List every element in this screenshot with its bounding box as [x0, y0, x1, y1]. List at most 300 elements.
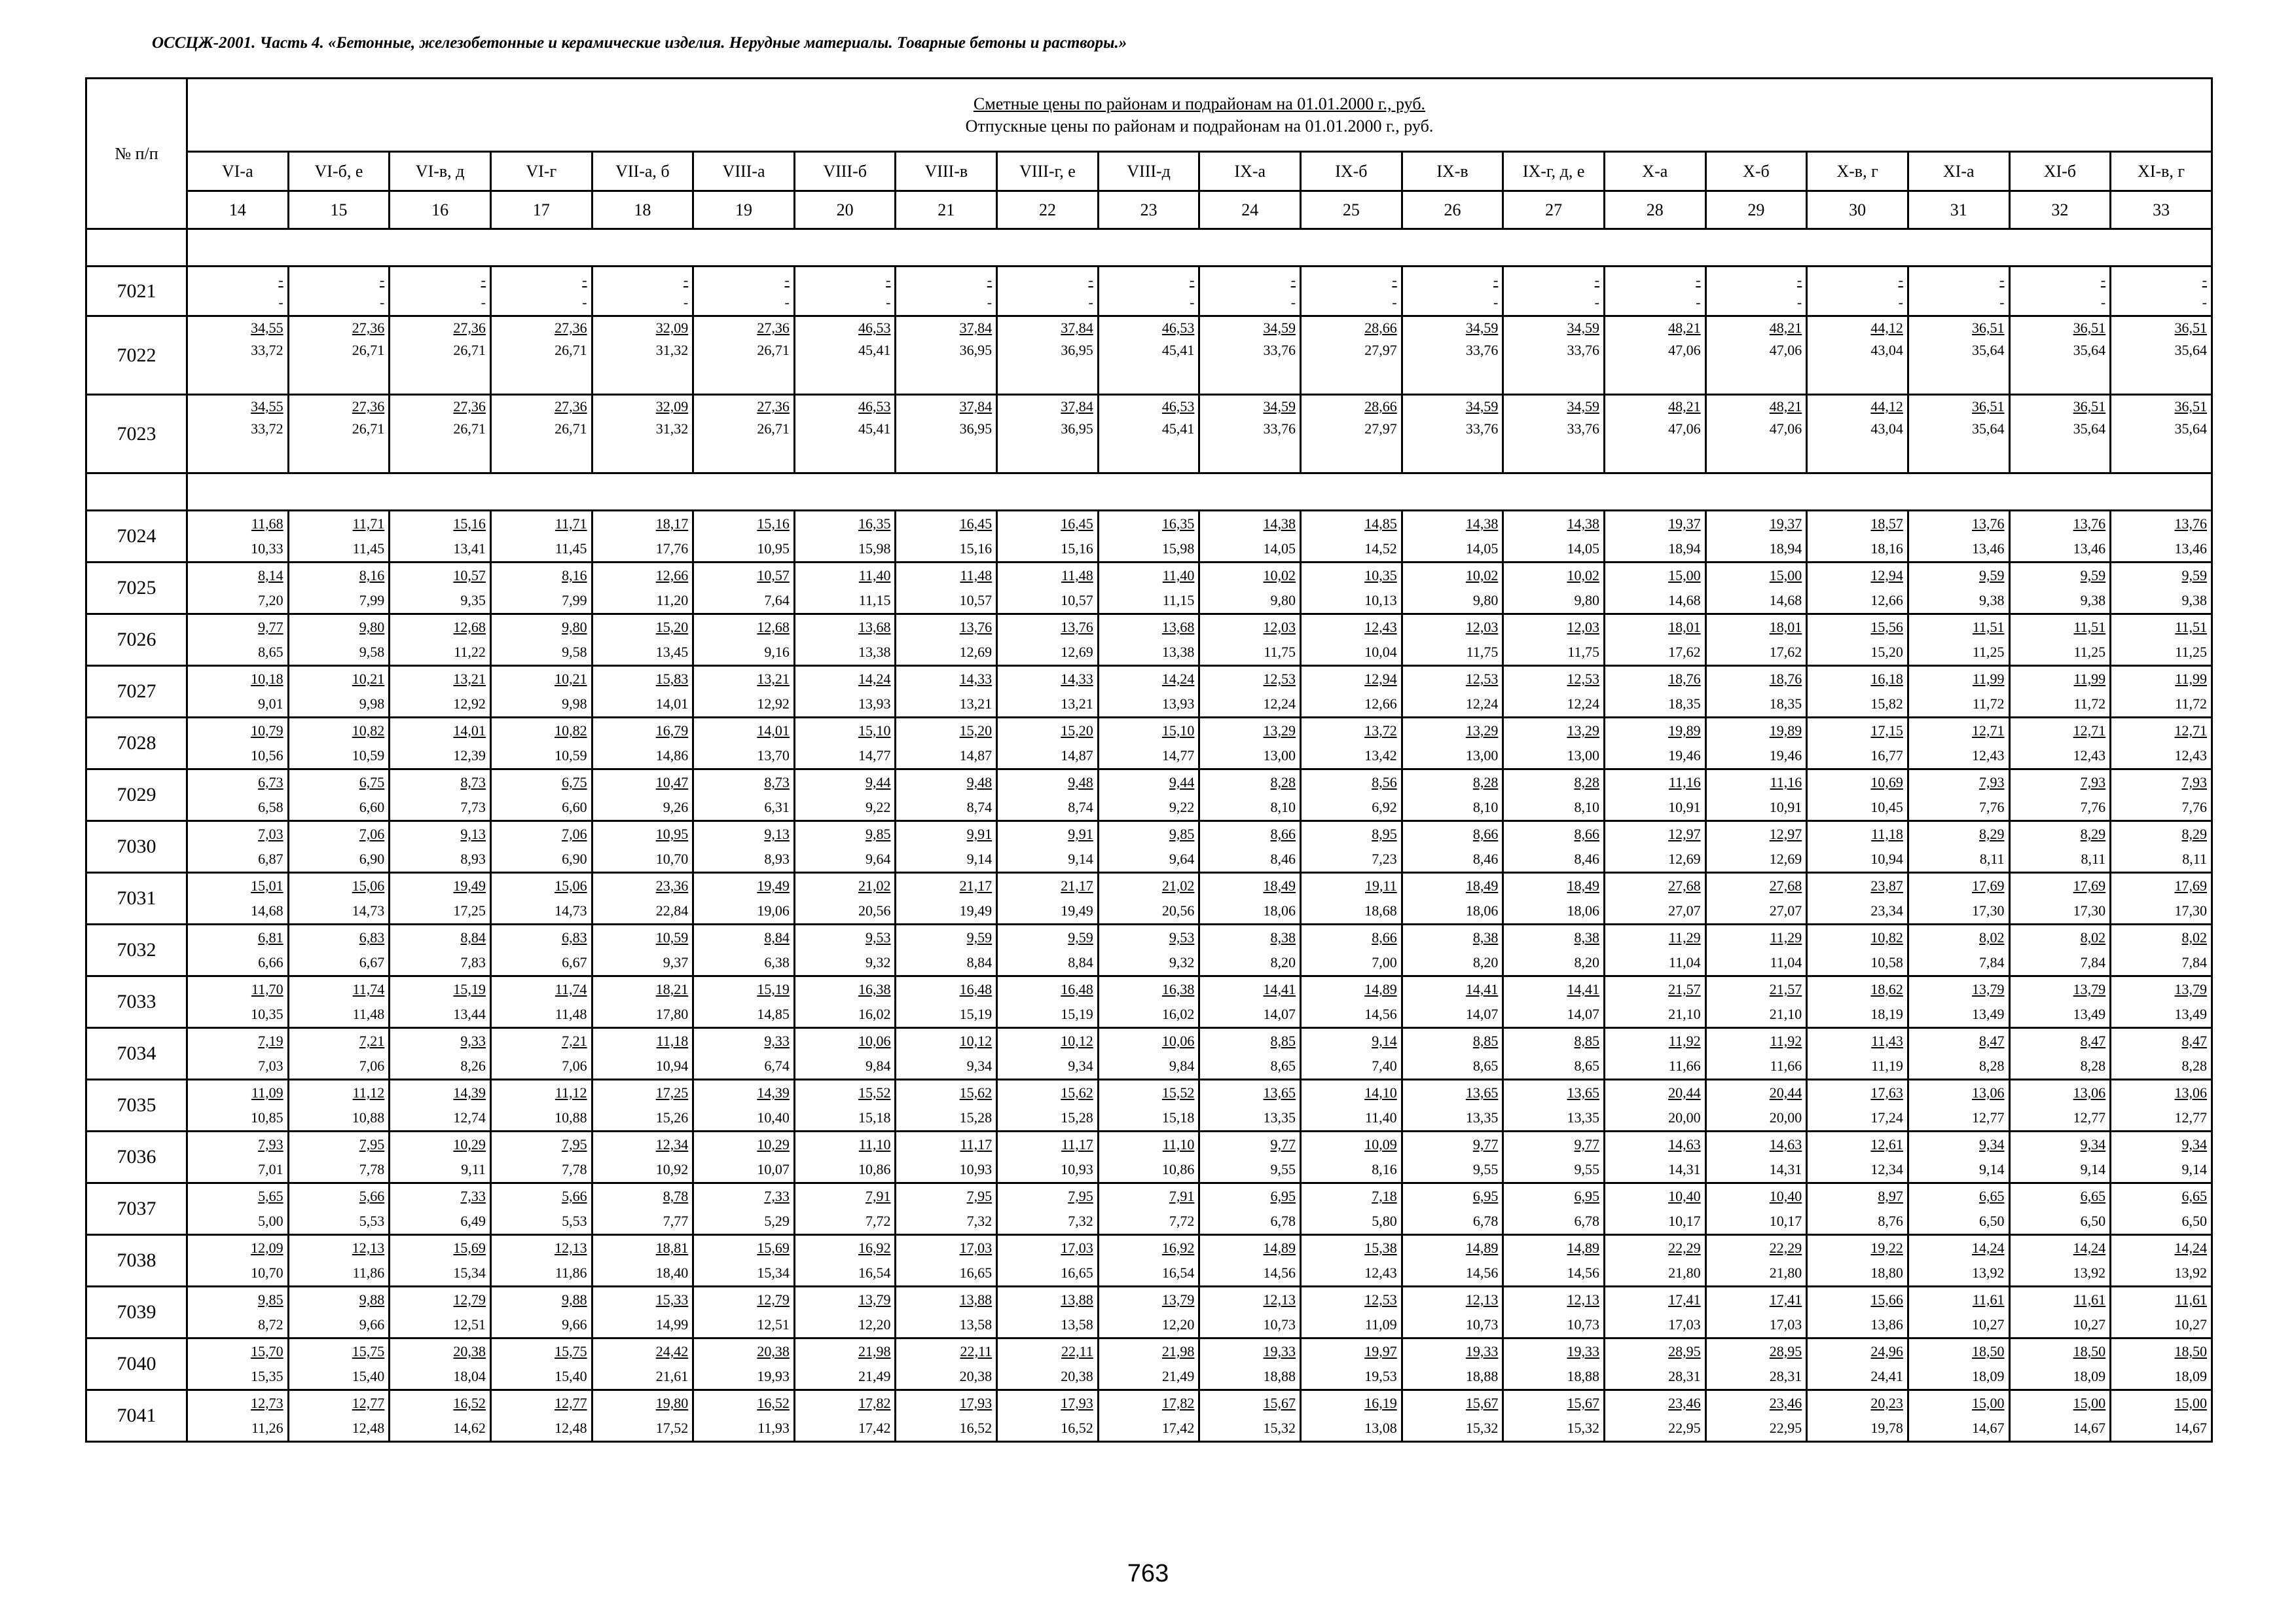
estimated-price: 46,53	[858, 320, 891, 336]
estimated-price: 14,33	[959, 671, 993, 687]
selling-price: 7,83	[460, 954, 486, 970]
selling-price: 5,80	[1372, 1213, 1397, 1229]
price-cell	[1807, 1183, 1908, 1235]
selling-price: 14,99	[655, 1316, 689, 1333]
table-row	[86, 395, 2212, 473]
selling-price: 12,43	[2174, 747, 2207, 764]
price-cell	[1705, 1028, 1807, 1080]
price-cell	[1402, 976, 1503, 1028]
selling-price: 7,06	[562, 1058, 587, 1074]
price-cell	[490, 1338, 592, 1390]
selling-price: 7,03	[258, 1058, 283, 1074]
price-cell	[490, 1235, 592, 1287]
estimated-price: 23,87	[1870, 877, 1903, 894]
selling-price: 8,28	[2181, 1058, 2207, 1074]
price-cell	[1199, 1183, 1301, 1235]
price-cell	[592, 1287, 693, 1338]
estimated-price: 19,49	[757, 877, 790, 894]
row-code: 7035	[86, 1080, 187, 1132]
selling-price: 13,93	[1161, 695, 1195, 712]
column-number: 18	[592, 191, 693, 229]
selling-price: 7,76	[2080, 799, 2106, 815]
price-cell	[592, 614, 693, 666]
estimated-price: 10,12	[1061, 1033, 1093, 1049]
price-table	[85, 77, 2213, 1443]
estimated-price: 10,21	[555, 671, 587, 687]
price-cell	[1705, 769, 1807, 821]
price-cell	[1301, 395, 1402, 473]
selling-price: 8,93	[764, 851, 790, 867]
estimated-price: -	[1290, 271, 1296, 288]
estimated-price: 14,24	[858, 671, 891, 687]
selling-price: 18,40	[655, 1264, 689, 1281]
selling-price: 9,84	[1169, 1058, 1195, 1074]
estimated-price: 14,24	[1161, 671, 1195, 687]
selling-price: 10,70	[251, 1264, 283, 1281]
selling-price: 17,80	[655, 1006, 689, 1022]
selling-price: 8,76	[1878, 1213, 1903, 1229]
price-cell	[187, 821, 289, 873]
estimated-price: 34,59	[1465, 320, 1499, 336]
estimated-price: 21,17	[1061, 877, 1093, 894]
row-code: 7031	[86, 873, 187, 925]
estimated-price: 7,95	[359, 1136, 385, 1153]
selling-price: 14,68	[1769, 592, 1802, 608]
selling-price: 11,40	[1365, 1109, 1397, 1126]
column-number: 30	[1807, 191, 1908, 229]
selling-price: 9,84	[865, 1058, 891, 1074]
selling-price: 6,31	[764, 799, 790, 815]
selling-price: 21,61	[655, 1368, 689, 1384]
price-cell	[1402, 267, 1503, 316]
estimated-price: 12,13	[1263, 1291, 1296, 1308]
price-cell	[1908, 976, 2009, 1028]
price-cell	[1199, 395, 1301, 473]
selling-price: 10,93	[1061, 1161, 1093, 1177]
estimated-price: 9,59	[966, 929, 993, 946]
selling-price: 12,69	[1769, 851, 1802, 867]
price-cell	[1807, 821, 1908, 873]
price-cell	[1098, 1183, 1199, 1235]
estimated-price: 36,51	[1972, 320, 2005, 336]
estimated-price: 36,51	[2073, 320, 2106, 336]
estimated-price: 8,38	[1472, 929, 1499, 946]
estimated-price: 13,76	[959, 619, 993, 635]
estimated-price: 14,39	[453, 1084, 486, 1101]
selling-price: 10,04	[1364, 644, 1397, 660]
price-cell	[1807, 1390, 1908, 1442]
price-cell	[997, 1338, 1099, 1390]
selling-price: 22,84	[655, 902, 689, 919]
price-cell	[997, 769, 1099, 821]
price-cell	[1098, 666, 1199, 718]
selling-price: 20,56	[1161, 902, 1195, 919]
estimated-price: 8,85	[1270, 1033, 1296, 1049]
column-number: 19	[693, 191, 795, 229]
selling-price: 9,55	[1574, 1161, 1599, 1177]
estimated-price: 10,18	[251, 671, 283, 687]
selling-price: 7,00	[1372, 954, 1397, 970]
selling-price: 11,86	[352, 1264, 385, 1281]
price-cell	[693, 1338, 795, 1390]
selling-price: -	[683, 293, 689, 310]
estimated-price: 12,79	[757, 1291, 790, 1308]
estimated-price: 27,36	[352, 398, 385, 415]
price-cell	[2009, 1183, 2111, 1235]
estimated-price: 28,66	[1364, 320, 1397, 336]
selling-price: 10,94	[1870, 851, 1903, 867]
estimated-price: 9,77	[1574, 1136, 1599, 1153]
selling-price: 12,43	[2073, 747, 2106, 764]
selling-price: 18,88	[1465, 1368, 1499, 1384]
estimated-price: 16,79	[655, 722, 689, 739]
estimated-price: 19,37	[1769, 515, 1802, 532]
price-cell	[1604, 1132, 1705, 1183]
price-cell	[187, 1028, 289, 1080]
selling-price: 17,62	[1668, 644, 1701, 660]
selling-price: 35,64	[1972, 420, 2005, 437]
selling-price: 12,77	[1972, 1109, 2005, 1126]
estimated-price: 17,69	[2174, 877, 2207, 894]
selling-price: 9,14	[1068, 851, 1093, 867]
price-cell	[693, 395, 795, 473]
selling-price: 7,99	[359, 592, 385, 608]
selling-price: 27,97	[1364, 342, 1397, 358]
selling-price: 14,77	[1161, 747, 1195, 764]
price-cell	[490, 614, 592, 666]
price-cell	[693, 718, 795, 769]
estimated-price: 10,06	[858, 1033, 891, 1049]
selling-price: 11,25	[2073, 644, 2106, 660]
price-cell	[1705, 511, 1807, 563]
estimated-price: 37,84	[959, 320, 993, 336]
estimated-price: 11,99	[2073, 671, 2106, 687]
estimated-price: 21,02	[1161, 877, 1195, 894]
selling-price: 9,58	[562, 644, 587, 660]
region-header: VIII-б	[794, 152, 896, 191]
estimated-price: 16,45	[959, 515, 993, 532]
estimated-price: 8,38	[1574, 929, 1599, 946]
price-cell	[2111, 1028, 2212, 1080]
estimated-price: -	[2100, 271, 2106, 288]
estimated-price: 9,80	[359, 619, 385, 635]
selling-price: 11,48	[555, 1006, 587, 1022]
selling-price: 33,72	[251, 420, 283, 437]
selling-price: 13,70	[757, 747, 790, 764]
price-cell	[592, 267, 693, 316]
price-cell	[2009, 395, 2111, 473]
price-cell	[794, 1338, 896, 1390]
price-cell	[1503, 976, 1605, 1028]
price-cell	[2111, 316, 2212, 395]
price-cell	[1604, 1235, 1705, 1287]
estimated-price: 9,13	[460, 826, 486, 842]
estimated-price: 15,20	[1061, 722, 1093, 739]
estimated-price: 21,57	[1769, 981, 1802, 997]
selling-price: 15,32	[1567, 1420, 1599, 1436]
selling-price: 23,34	[1870, 902, 1903, 919]
estimated-price: 11,61	[2073, 1291, 2106, 1308]
price-cell	[390, 1183, 491, 1235]
estimated-price: 15,00	[1972, 1395, 2005, 1411]
selling-price: 14,07	[1263, 1006, 1296, 1022]
selling-price: 7,77	[663, 1213, 689, 1229]
selling-price: 47,06	[1668, 342, 1701, 358]
estimated-price: 13,21	[453, 671, 486, 687]
estimated-price: 11,12	[555, 1084, 587, 1101]
estimated-price: 10,29	[453, 1136, 486, 1153]
selling-price: 6,49	[460, 1213, 486, 1229]
estimated-price: 11,51	[2073, 619, 2106, 635]
price-cell	[1908, 1183, 2009, 1235]
price-cell	[2111, 718, 2212, 769]
selling-price: 15,40	[352, 1368, 385, 1384]
selling-price: 6,38	[764, 954, 790, 970]
estimated-price: 14,89	[1567, 1240, 1599, 1256]
price-cell	[2111, 873, 2212, 925]
selling-price: 16,77	[1870, 747, 1903, 764]
price-cell	[2009, 267, 2111, 316]
selling-price: 13,46	[2073, 540, 2106, 557]
column-number: 15	[288, 191, 390, 229]
selling-price: 19,93	[757, 1368, 790, 1384]
selling-price: 11,25	[1972, 644, 2005, 660]
selling-price: 13,49	[2073, 1006, 2106, 1022]
selling-price: 7,72	[865, 1213, 891, 1229]
price-cell	[2111, 769, 2212, 821]
table-row	[86, 316, 2212, 395]
estimated-price: 8,85	[1472, 1033, 1499, 1049]
selling-price: 14,56	[1263, 1264, 1296, 1281]
estimated-price: 11,29	[1770, 929, 1802, 946]
price-cell	[1705, 666, 1807, 718]
estimated-price: 13,79	[1972, 981, 2005, 997]
column-number: 28	[1604, 191, 1705, 229]
price-cell	[390, 563, 491, 614]
estimated-price: 16,35	[858, 515, 891, 532]
column-number: 27	[1503, 191, 1605, 229]
price-cell	[1098, 316, 1199, 395]
selling-price: 11,86	[555, 1264, 587, 1281]
price-cell	[1705, 1287, 1807, 1338]
estimated-price: 36,51	[2073, 398, 2106, 415]
selling-price: 35,64	[1972, 342, 2005, 358]
price-cell	[794, 821, 896, 873]
selling-price: -	[481, 293, 486, 310]
estimated-price: 18,01	[1769, 619, 1802, 635]
selling-price: 10,56	[251, 747, 283, 764]
row-code: 7025	[86, 563, 187, 614]
estimated-price: 11,92	[1668, 1033, 1701, 1049]
price-cell	[592, 1132, 693, 1183]
price-cell	[390, 718, 491, 769]
price-cell	[288, 1132, 390, 1183]
price-cell	[896, 316, 997, 395]
price-cell	[1807, 563, 1908, 614]
price-cell	[1908, 563, 2009, 614]
estimated-price: 9,48	[1068, 774, 1093, 790]
price-cell	[2009, 925, 2111, 976]
price-cell	[390, 1080, 491, 1132]
selling-price: 26,71	[757, 342, 790, 358]
price-cell	[1705, 1080, 1807, 1132]
estimated-price: 22,11	[1061, 1343, 1093, 1359]
column-number: 23	[1098, 191, 1199, 229]
price-cell	[1199, 1338, 1301, 1390]
selling-price: 11,93	[757, 1420, 790, 1436]
estimated-price: 12,03	[1263, 619, 1296, 635]
selling-price: 11,66	[1668, 1058, 1701, 1074]
selling-price: 7,06	[359, 1058, 385, 1074]
selling-price: 33,76	[1465, 420, 1499, 437]
price-cell	[2009, 821, 2111, 873]
estimated-price: 20,44	[1769, 1084, 1802, 1101]
selling-price: 7,64	[764, 592, 790, 608]
selling-price: 6,50	[1979, 1213, 2005, 1229]
estimated-price: 17,41	[1769, 1291, 1802, 1308]
price-cell	[794, 666, 896, 718]
estimated-price: 10,40	[1668, 1188, 1701, 1204]
selling-price: 7,76	[2181, 799, 2207, 815]
price-cell	[2111, 925, 2212, 976]
price-cell	[1199, 267, 1301, 316]
price-cell	[2009, 1028, 2111, 1080]
estimated-price: 28,66	[1364, 398, 1397, 415]
estimated-price: 14,41	[1567, 981, 1599, 997]
price-cell	[693, 1235, 795, 1287]
estimated-price: 44,12	[1870, 320, 1903, 336]
selling-price: 12,66	[1870, 592, 1903, 608]
selling-price: 14,05	[1567, 540, 1599, 557]
price-cell	[187, 1390, 289, 1442]
estimated-price: 46,53	[1161, 320, 1195, 336]
table-row	[86, 718, 2212, 769]
selling-price: 6,67	[562, 954, 587, 970]
price-cell	[490, 925, 592, 976]
selling-price: -	[1898, 293, 1903, 310]
estimated-price: -	[1696, 271, 1701, 288]
estimated-price: 11,99	[1972, 671, 2005, 687]
price-cell	[1503, 821, 1605, 873]
estimated-price: 12,13	[555, 1240, 587, 1256]
price-cell	[1402, 1080, 1503, 1132]
selling-price: 8,10	[1574, 799, 1599, 815]
estimated-price: 14,38	[1465, 515, 1499, 532]
estimated-price: 17,41	[1668, 1291, 1701, 1308]
price-cell	[2009, 718, 2111, 769]
estimated-price: 6,75	[359, 774, 385, 790]
price-cell	[1199, 1287, 1301, 1338]
estimated-price: 7,33	[764, 1188, 790, 1204]
price-cell	[1705, 316, 1807, 395]
estimated-price: 15,52	[858, 1084, 891, 1101]
selling-price: 11,22	[454, 644, 486, 660]
selling-price: 14,07	[1567, 1006, 1599, 1022]
estimated-price: 18,81	[655, 1240, 689, 1256]
estimated-price: 13,72	[1364, 722, 1397, 739]
price-cell	[1402, 1287, 1503, 1338]
selling-price: 10,93	[959, 1161, 993, 1177]
estimated-price: 17,25	[655, 1084, 689, 1101]
estimated-price: -	[1190, 271, 1195, 288]
estimated-price: 15,69	[453, 1240, 486, 1256]
estimated-price: 7,21	[562, 1033, 587, 1049]
price-cell	[2009, 1080, 2111, 1132]
selling-price: 9,64	[1169, 851, 1195, 867]
region-header: IX-а	[1199, 152, 1301, 191]
price-cell	[1098, 976, 1199, 1028]
estimated-price: 10,35	[1364, 567, 1397, 583]
estimated-price: 11,71	[555, 515, 587, 532]
selling-price: 14,77	[858, 747, 891, 764]
price-cell	[1807, 614, 1908, 666]
estimated-price: 15,62	[1061, 1084, 1093, 1101]
estimated-price: 48,21	[1668, 398, 1701, 415]
price-cell	[1098, 821, 1199, 873]
price-cell	[693, 316, 795, 395]
selling-price: 7,72	[1169, 1213, 1195, 1229]
estimated-price: 12,71	[1972, 722, 2005, 739]
row-code: 7036	[86, 1132, 187, 1183]
price-cell	[1908, 395, 2009, 473]
estimated-price: 12,13	[1465, 1291, 1499, 1308]
estimated-price: 9,13	[764, 826, 790, 842]
estimated-price: 11,16	[1770, 774, 1802, 790]
price-cell	[896, 769, 997, 821]
price-cell	[693, 1287, 795, 1338]
selling-price: 9,55	[1472, 1161, 1499, 1177]
price-cell	[1705, 821, 1807, 873]
estimated-price: 11,12	[352, 1084, 385, 1101]
estimated-price: 12,03	[1465, 619, 1499, 635]
estimated-price: 13,06	[2073, 1084, 2106, 1101]
estimated-price: 5,65	[258, 1188, 283, 1204]
estimated-price: 10,59	[655, 929, 689, 946]
estimated-price: 11,29	[1668, 929, 1701, 946]
price-cell	[187, 666, 289, 718]
price-cell	[997, 976, 1099, 1028]
selling-price: 19,46	[1668, 747, 1701, 764]
estimated-price: 18,50	[2073, 1343, 2106, 1359]
price-cell	[1604, 873, 1705, 925]
estimated-price: 12,97	[1668, 826, 1701, 842]
selling-price: 17,24	[1870, 1109, 1903, 1126]
row-code: 7022	[86, 316, 187, 395]
selling-price: 6,92	[1372, 799, 1397, 815]
selling-price: 13,00	[1263, 747, 1296, 764]
section-title-cell	[187, 473, 2212, 511]
price-cell	[1402, 614, 1503, 666]
region-header: VI-в, д	[390, 152, 491, 191]
table-row	[86, 873, 2212, 925]
selling-price: 26,71	[453, 342, 486, 358]
region-header: VI-г	[490, 152, 592, 191]
estimated-price: 34,55	[251, 320, 283, 336]
price-cell	[1503, 511, 1605, 563]
price-cell	[288, 316, 390, 395]
estimated-price: 6,75	[562, 774, 587, 790]
price-cell	[794, 1132, 896, 1183]
selling-price: 9,22	[865, 799, 891, 815]
price-cell	[693, 873, 795, 925]
price-cell	[1402, 563, 1503, 614]
selling-price: 14,56	[1567, 1264, 1599, 1281]
selling-price: 18,16	[1870, 540, 1903, 557]
estimated-price: 48,21	[1769, 320, 1802, 336]
selling-price: 12,69	[1061, 644, 1093, 660]
selling-price: 8,11	[2081, 851, 2106, 867]
selling-price: 10,73	[1567, 1316, 1599, 1333]
